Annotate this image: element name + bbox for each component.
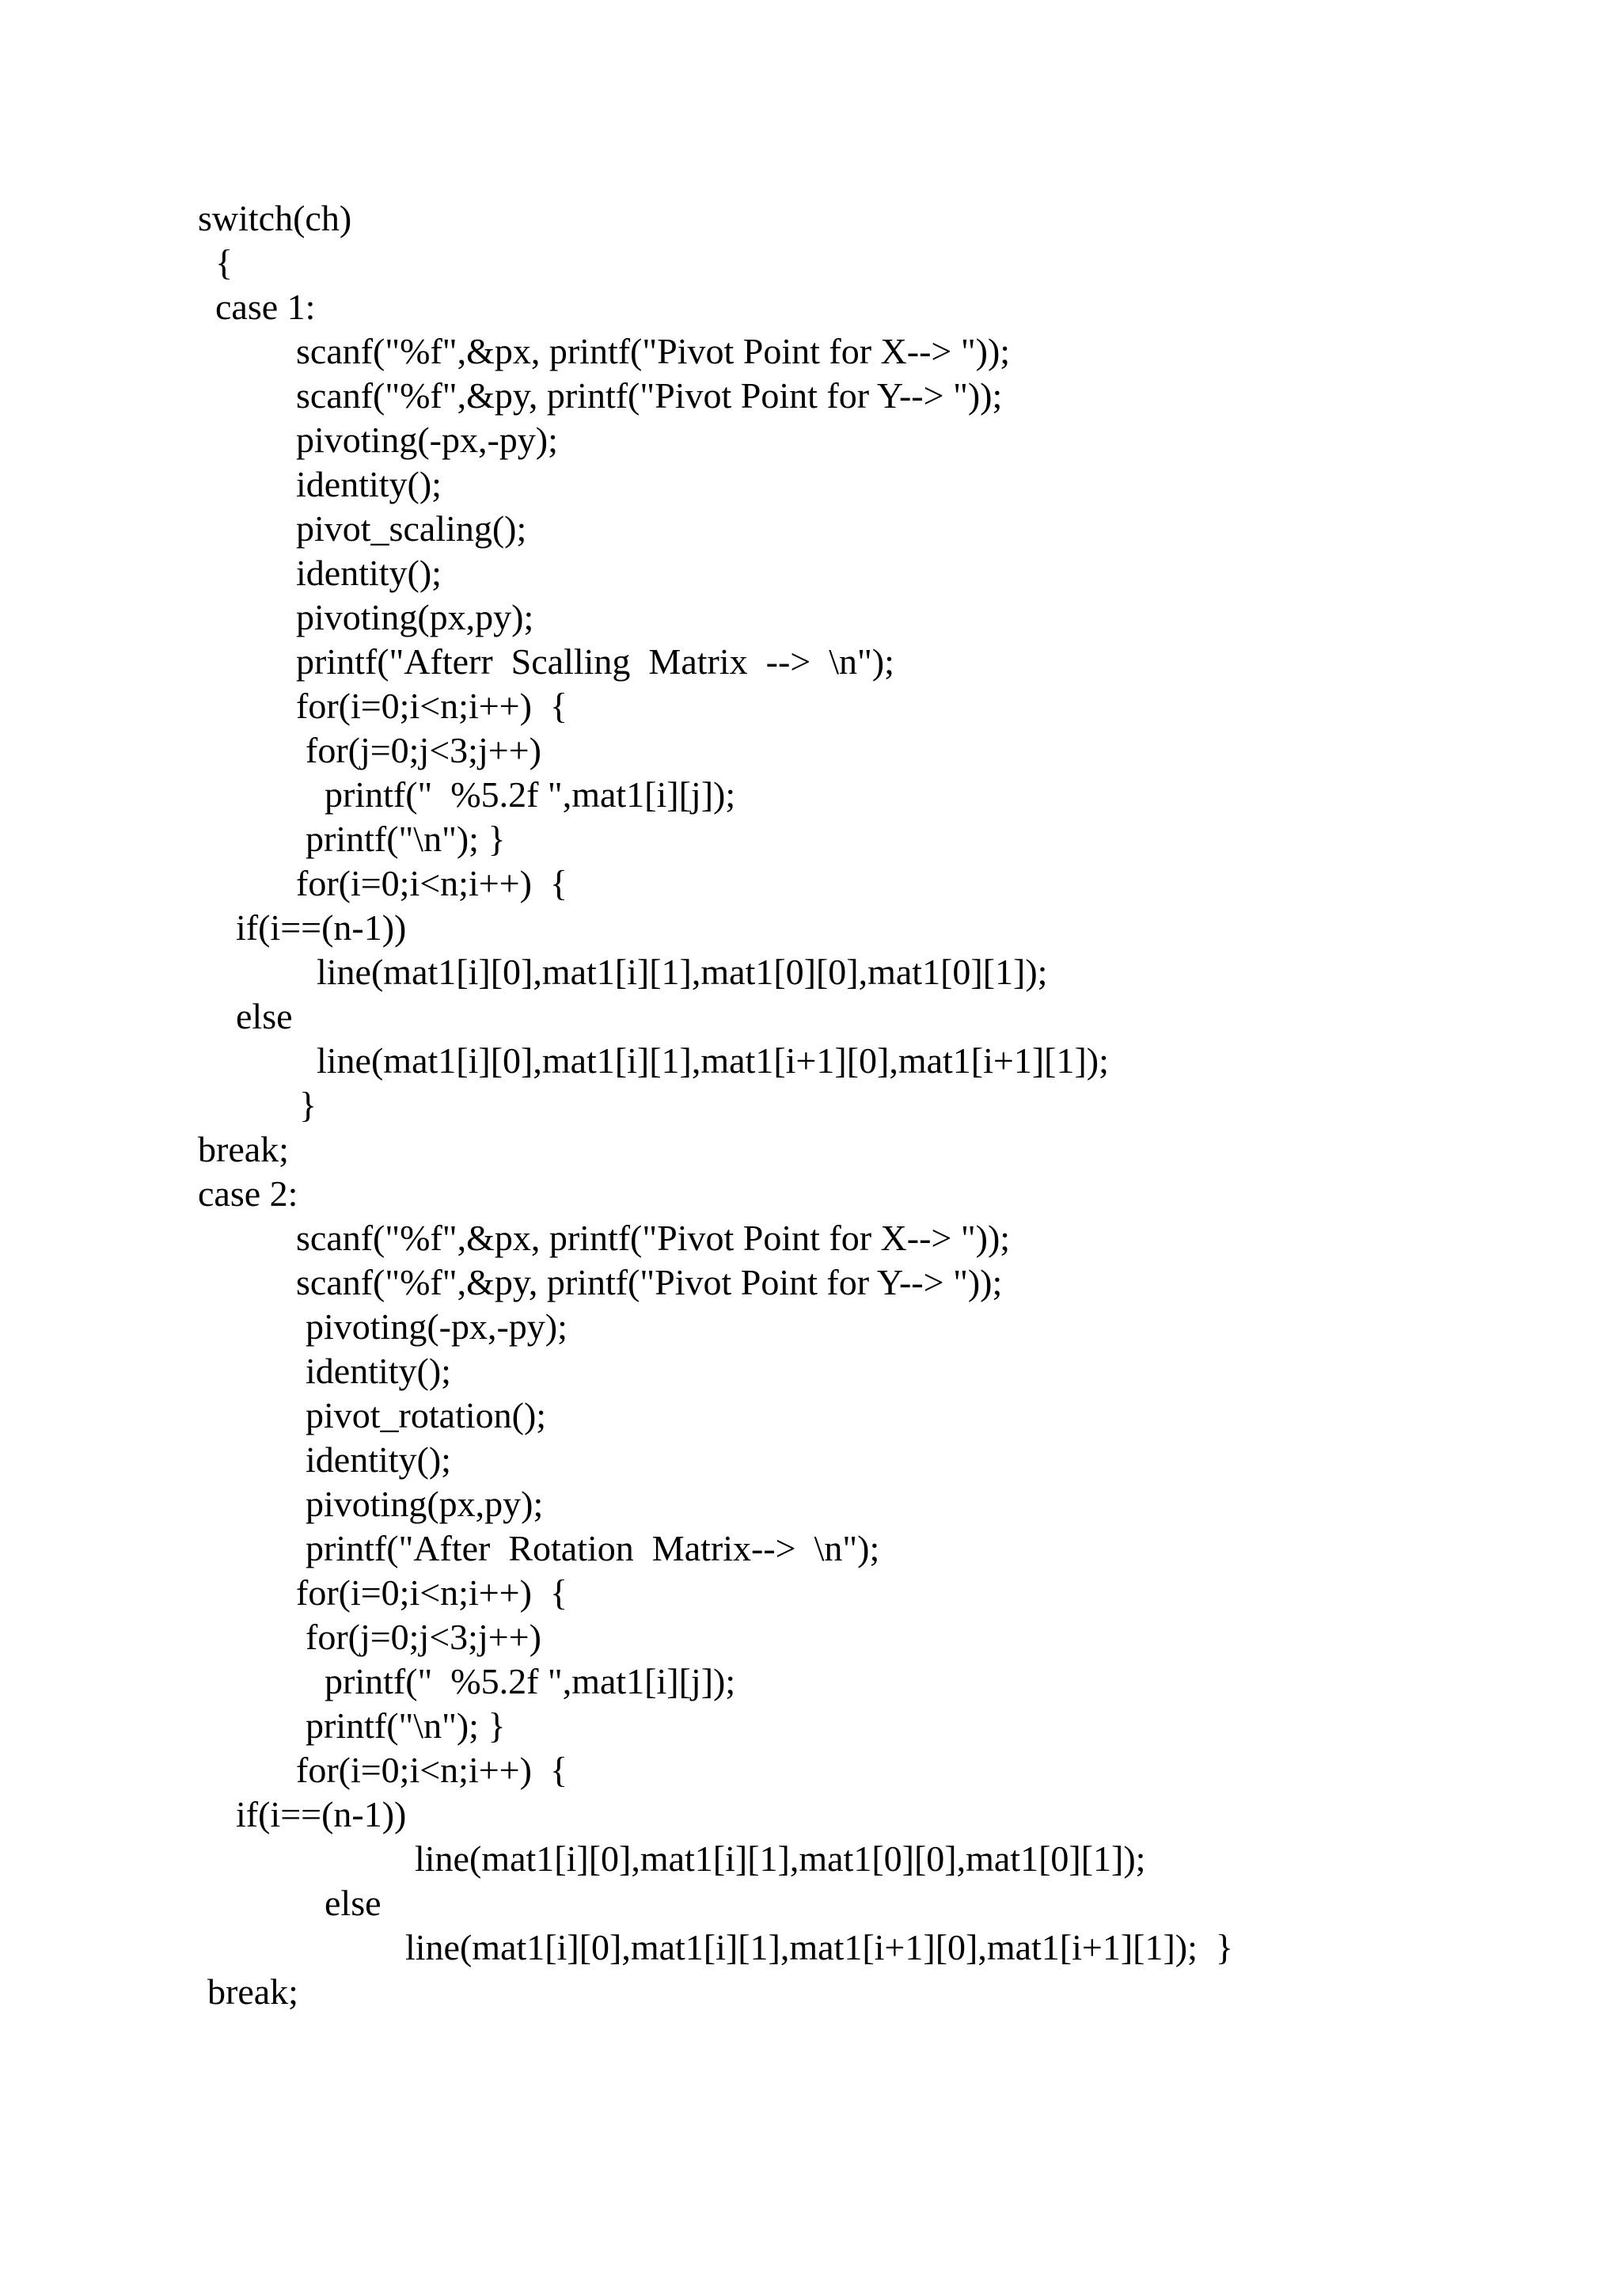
code-line: line(mat1[i][0],mat1[i][1],mat1[0][0],mat1[0][1]); — [317, 952, 1048, 992]
code-line: printf("\n"); } — [306, 1705, 506, 1746]
code-line: break; — [207, 1971, 298, 2012]
code-line: identity(); — [296, 553, 442, 593]
code-line: identity(); — [296, 464, 442, 504]
code-line: } — [299, 1085, 317, 1125]
code-line: for(i=0;i<n;i++) { — [296, 1750, 568, 1790]
code-line: line(mat1[i][0],mat1[i][1],mat1[i+1][0],mat1[i+1][1]); — [317, 1040, 1109, 1081]
code-line: for(i=0;i<n;i++) { — [296, 686, 568, 726]
code-line: scanf("%f",&py, printf("Pivot Point for Y--> ")); — [296, 1262, 1003, 1302]
code-line: printf("Afterr Scalling Matrix --> \n"); — [296, 641, 894, 682]
code-line: switch(ch) — [198, 198, 352, 238]
code-line: case 2: — [198, 1173, 298, 1214]
code-line: pivoting(-px,-py); — [296, 420, 558, 460]
code-line: identity(); — [306, 1351, 451, 1391]
code-line: pivot_rotation(); — [306, 1395, 547, 1435]
code-line: for(i=0;i<n;i++) { — [296, 863, 568, 903]
code-line: scanf("%f",&px, printf("Pivot Point for X--> ")); — [296, 1218, 1011, 1258]
code-line: else — [325, 1883, 382, 1923]
code-line: for(j=0;j<3;j++) — [306, 1617, 541, 1657]
code-line: else — [236, 996, 293, 1036]
code-line: case 1: — [215, 287, 316, 327]
code-line: line(mat1[i][0],mat1[i][1],mat1[i+1][0],mat1[i+1][1]); } — [405, 1927, 1233, 1967]
code-line: { — [215, 242, 233, 283]
code-line: line(mat1[i][0],mat1[i][1],mat1[0][0],mat1[0][1]); — [415, 1838, 1146, 1879]
code-line: pivot_scaling(); — [296, 508, 527, 549]
code-line: printf("\n"); } — [306, 819, 506, 859]
code-line: if(i==(n-1)) — [236, 1794, 407, 1834]
code-line: pivoting(px,py); — [296, 597, 534, 637]
code-line: pivoting(px,py); — [306, 1484, 544, 1524]
code-line: if(i==(n-1)) — [236, 907, 407, 948]
code-line: scanf("%f",&py, printf("Pivot Point for Y--> ")); — [296, 375, 1003, 416]
code-line: printf("After Rotation Matrix--> \n"); — [306, 1528, 880, 1568]
code-line: printf(" %5.2f ",mat1[i][j]); — [325, 774, 736, 815]
code-line: for(j=0;j<3;j++) — [306, 730, 541, 770]
code-line: pivoting(-px,-py); — [306, 1306, 568, 1347]
code-line: printf(" %5.2f ",mat1[i][j]); — [325, 1661, 736, 1701]
code-line: for(i=0;i<n;i++) { — [296, 1572, 568, 1613]
code-line: break; — [198, 1129, 289, 1169]
code-line: identity(); — [306, 1439, 451, 1480]
code-line: scanf("%f",&px, printf("Pivot Point for X--> ")); — [296, 331, 1011, 371]
